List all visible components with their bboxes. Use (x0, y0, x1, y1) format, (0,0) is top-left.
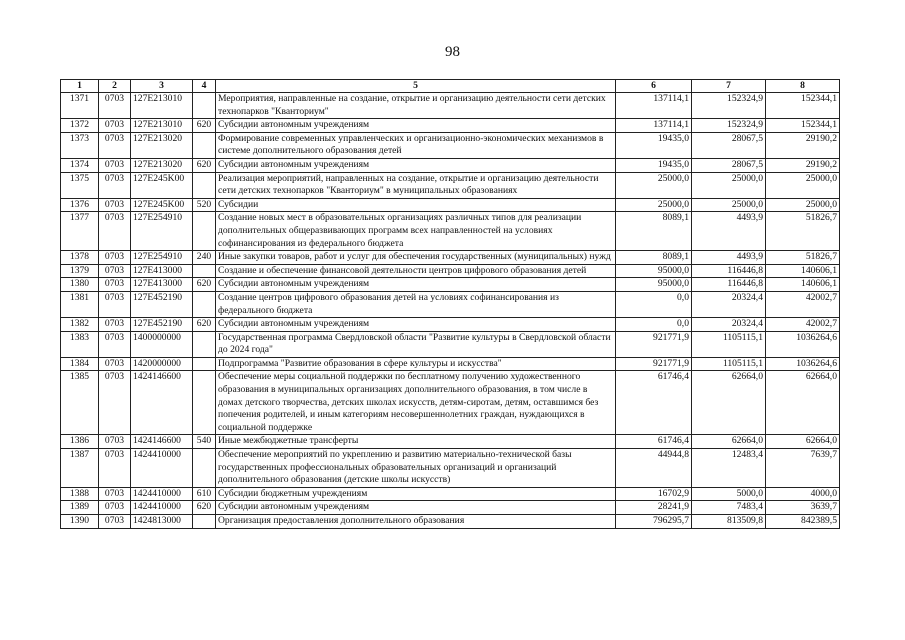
amount-col-6: 921771,9 (616, 331, 692, 357)
target-article-code: 127E213010 (131, 119, 193, 133)
section-code: 0703 (99, 449, 131, 488)
section-code: 0703 (99, 357, 131, 371)
target-article-code: 1420000000 (131, 357, 193, 371)
table-row (61, 172, 840, 198)
amount-col-7: 1105115,1 (692, 331, 766, 357)
amount-col-7: 28067,5 (692, 158, 766, 172)
item-name: Иные межбюджетные трансферты (216, 435, 616, 449)
table-row (61, 318, 840, 332)
amount-col-7: 25000,0 (692, 198, 766, 212)
amount-col-6: 0,0 (616, 318, 692, 332)
item-name: Обеспечение мероприятий по укреплению и развитию материально-технической базы государственных профессиональных образовательных организаций и организаций дополнительного образования (детские школы искусств) (216, 449, 616, 488)
amount-col-8: 62664,0 (766, 371, 840, 435)
amount-col-7: 5000,0 (692, 487, 766, 501)
row-number: 1379 (61, 264, 99, 278)
amount-col-8: 140606,1 (766, 264, 840, 278)
amount-col-6: 61746,4 (616, 371, 692, 435)
section-code: 0703 (99, 501, 131, 515)
expense-type-code: 620 (193, 158, 216, 172)
row-number: 1374 (61, 158, 99, 172)
target-article-code: 127E413000 (131, 264, 193, 278)
target-article-code: 127E452190 (131, 318, 193, 332)
expense-type-code (193, 449, 216, 488)
col-header-7: 7 (692, 80, 766, 93)
page-number: 98 (445, 44, 460, 60)
row-number: 1390 (61, 515, 99, 529)
amount-col-6: 0,0 (616, 291, 692, 317)
target-article-code: 127E213020 (131, 158, 193, 172)
row-number: 1382 (61, 318, 99, 332)
section-code: 0703 (99, 291, 131, 317)
amount-col-7: 12483,4 (692, 449, 766, 488)
amount-col-6: 796295,7 (616, 515, 692, 529)
item-name: Создание центров цифрового образования детей на условиях софинансирования из федерального бюджета (216, 291, 616, 317)
budget-table (60, 79, 840, 529)
amount-col-7: 4493,9 (692, 251, 766, 265)
col-header-2: 2 (99, 80, 131, 93)
amount-col-7: 152324,9 (692, 93, 766, 119)
target-article-code: 1400000000 (131, 331, 193, 357)
table-row (61, 132, 840, 158)
amount-col-6: 921771,9 (616, 357, 692, 371)
amount-col-8: 140606,1 (766, 278, 840, 292)
amount-col-6: 95000,0 (616, 278, 692, 292)
section-code: 0703 (99, 158, 131, 172)
amount-col-6: 44944,8 (616, 449, 692, 488)
section-code: 0703 (99, 487, 131, 501)
amount-col-6: 19435,0 (616, 132, 692, 158)
amount-col-7: 152324,9 (692, 119, 766, 133)
table-body (61, 93, 840, 529)
amount-col-8: 25000,0 (766, 198, 840, 212)
amount-col-8: 62664,0 (766, 435, 840, 449)
item-name: Формирование современных управленческих и организационно-экономических механизмов в системе дополнительного образования детей (216, 132, 616, 158)
table-row (61, 515, 840, 529)
item-name: Создание и обеспечение финансовой деятельности центров цифрового образования детей (216, 264, 616, 278)
section-code: 0703 (99, 212, 131, 251)
amount-col-8: 1036264,6 (766, 331, 840, 357)
amount-col-8: 842389,5 (766, 515, 840, 529)
target-article-code: 127E213010 (131, 93, 193, 119)
amount-col-8: 152344,1 (766, 93, 840, 119)
table-row (61, 119, 840, 133)
amount-col-8: 51826,7 (766, 212, 840, 251)
expense-type-code: 240 (193, 251, 216, 265)
col-header-5: 5 (216, 80, 616, 93)
item-name: Иные закупки товаров, работ и услуг для обеспечения государственных (муниципальных) нужд (216, 251, 616, 265)
amount-col-8: 42002,7 (766, 291, 840, 317)
row-number: 1388 (61, 487, 99, 501)
expense-type-code (193, 515, 216, 529)
item-name: Субсидии автономным учреждениям (216, 501, 616, 515)
section-code: 0703 (99, 278, 131, 292)
amount-col-7: 62664,0 (692, 435, 766, 449)
amount-col-8: 42002,7 (766, 318, 840, 332)
amount-col-8: 51826,7 (766, 251, 840, 265)
table-row (61, 264, 840, 278)
item-name: Подпрограмма "Развитие образования в сфере культуры и искусства" (216, 357, 616, 371)
expense-type-code (193, 264, 216, 278)
row-number: 1373 (61, 132, 99, 158)
table-row (61, 198, 840, 212)
col-header-1: 1 (61, 80, 99, 93)
expense-type-code (193, 172, 216, 198)
amount-col-7: 20324,4 (692, 318, 766, 332)
amount-col-8: 25000,0 (766, 172, 840, 198)
header-row (61, 80, 840, 93)
amount-col-7: 116446,8 (692, 264, 766, 278)
row-number: 1385 (61, 371, 99, 435)
row-number: 1375 (61, 172, 99, 198)
expense-type-code: 620 (193, 278, 216, 292)
item-name: Субсидии (216, 198, 616, 212)
item-name: Государственная программа Свердловской области "Развитие культуры в Свердловской области до 2024 года" (216, 331, 616, 357)
section-code: 0703 (99, 198, 131, 212)
table-row (61, 435, 840, 449)
amount-col-8: 4000,0 (766, 487, 840, 501)
item-name: Мероприятия, направленные на создание, открытие и организацию деятельности сети детских технопарков "Кванториум" (216, 93, 616, 119)
row-number: 1387 (61, 449, 99, 488)
section-code: 0703 (99, 515, 131, 529)
expense-type-code (193, 132, 216, 158)
amount-col-6: 8089,1 (616, 212, 692, 251)
expense-type-code: 540 (193, 435, 216, 449)
table-row (61, 158, 840, 172)
section-code: 0703 (99, 371, 131, 435)
amount-col-7: 62664,0 (692, 371, 766, 435)
row-number: 1381 (61, 291, 99, 317)
table-row (61, 278, 840, 292)
target-article-code: 127E254910 (131, 212, 193, 251)
row-number: 1372 (61, 119, 99, 133)
row-number: 1377 (61, 212, 99, 251)
item-name: Субсидии автономным учреждениям (216, 318, 616, 332)
col-header-4: 4 (193, 80, 216, 93)
expense-type-code (193, 93, 216, 119)
expense-type-code (193, 212, 216, 251)
expense-type-code: 620 (193, 119, 216, 133)
col-header-3: 3 (131, 80, 193, 93)
section-code: 0703 (99, 331, 131, 357)
section-code: 0703 (99, 435, 131, 449)
expense-type-code: 520 (193, 198, 216, 212)
row-number: 1371 (61, 93, 99, 119)
expense-type-code (193, 357, 216, 371)
amount-col-6: 61746,4 (616, 435, 692, 449)
row-number: 1378 (61, 251, 99, 265)
target-article-code: 1424410000 (131, 501, 193, 515)
amount-col-7: 25000,0 (692, 172, 766, 198)
row-number: 1389 (61, 501, 99, 515)
section-code: 0703 (99, 264, 131, 278)
target-article-code: 127E254910 (131, 251, 193, 265)
section-code: 0703 (99, 318, 131, 332)
amount-col-6: 95000,0 (616, 264, 692, 278)
col-header-8: 8 (766, 80, 840, 93)
section-code: 0703 (99, 93, 131, 119)
target-article-code: 127E413000 (131, 278, 193, 292)
col-header-6: 6 (616, 80, 692, 93)
table-row (61, 331, 840, 357)
table-row (61, 212, 840, 251)
item-name: Субсидии автономным учреждениям (216, 278, 616, 292)
amount-col-6: 25000,0 (616, 172, 692, 198)
item-name: Субсидии автономным учреждениям (216, 119, 616, 133)
expense-type-code: 620 (193, 501, 216, 515)
amount-col-8: 1036264,6 (766, 357, 840, 371)
amount-col-6: 19435,0 (616, 158, 692, 172)
amount-col-6: 25000,0 (616, 198, 692, 212)
row-number: 1376 (61, 198, 99, 212)
target-article-code: 127E245K00 (131, 172, 193, 198)
row-number: 1383 (61, 331, 99, 357)
amount-col-8: 152344,1 (766, 119, 840, 133)
amount-col-6: 8089,1 (616, 251, 692, 265)
table-row (61, 93, 840, 119)
table-row (61, 357, 840, 371)
table-row (61, 291, 840, 317)
amount-col-8: 3639,7 (766, 501, 840, 515)
amount-col-8: 7639,7 (766, 449, 840, 488)
expense-type-code (193, 331, 216, 357)
amount-col-7: 813509,8 (692, 515, 766, 529)
target-article-code: 127E245K00 (131, 198, 193, 212)
amount-col-7: 116446,8 (692, 278, 766, 292)
item-name: Обеспечение меры социальной поддержки по бесплатному получению художественного образования в муниципальных организациях дополнительного образования, в том числе в домах детского творчества, детских школах искусств, детям-сиротам, детям, оставшимся без попечения родителей, и иным категориям несовершеннолетних граждан, нуждающихся в социальной поддержке (216, 371, 616, 435)
item-name: Субсидии автономным учреждениям (216, 158, 616, 172)
item-name: Субсидии бюджетным учреждениям (216, 487, 616, 501)
row-number: 1384 (61, 357, 99, 371)
item-name: Организация предоставления дополнительного образования (216, 515, 616, 529)
table-row (61, 449, 840, 488)
amount-col-7: 4493,9 (692, 212, 766, 251)
table-row (61, 251, 840, 265)
target-article-code: 1424410000 (131, 449, 193, 488)
table-row (61, 371, 840, 435)
target-article-code: 127E452190 (131, 291, 193, 317)
expense-type-code: 610 (193, 487, 216, 501)
amount-col-6: 16702,9 (616, 487, 692, 501)
amount-col-7: 28067,5 (692, 132, 766, 158)
target-article-code: 127E213020 (131, 132, 193, 158)
target-article-code: 1424146600 (131, 371, 193, 435)
amount-col-6: 28241,9 (616, 501, 692, 515)
amount-col-6: 137114,1 (616, 119, 692, 133)
expense-type-code (193, 371, 216, 435)
amount-col-7: 7483,4 (692, 501, 766, 515)
item-name: Создание новых мест в образовательных организациях различных типов для реализации дополнительных общеразвивающих программ всех направленностей на условиях софинансирования из федерального бюджета (216, 212, 616, 251)
target-article-code: 1424146600 (131, 435, 193, 449)
section-code: 0703 (99, 119, 131, 133)
section-code: 0703 (99, 132, 131, 158)
expense-type-code: 620 (193, 318, 216, 332)
amount-col-8: 29190,2 (766, 132, 840, 158)
section-code: 0703 (99, 172, 131, 198)
expense-type-code (193, 291, 216, 317)
amount-col-6: 137114,1 (616, 93, 692, 119)
row-number: 1380 (61, 278, 99, 292)
table-row (61, 501, 840, 515)
item-name: Реализация мероприятий, направленных на создание, открытие и организацию деятельности сети детских технопарков "Кванториум" в муниципальных образованиях (216, 172, 616, 198)
row-number: 1386 (61, 435, 99, 449)
target-article-code: 1424813000 (131, 515, 193, 529)
amount-col-7: 20324,4 (692, 291, 766, 317)
table-row (61, 487, 840, 501)
section-code: 0703 (99, 251, 131, 265)
amount-col-7: 1105115,1 (692, 357, 766, 371)
target-article-code: 1424410000 (131, 487, 193, 501)
amount-col-8: 29190,2 (766, 158, 840, 172)
